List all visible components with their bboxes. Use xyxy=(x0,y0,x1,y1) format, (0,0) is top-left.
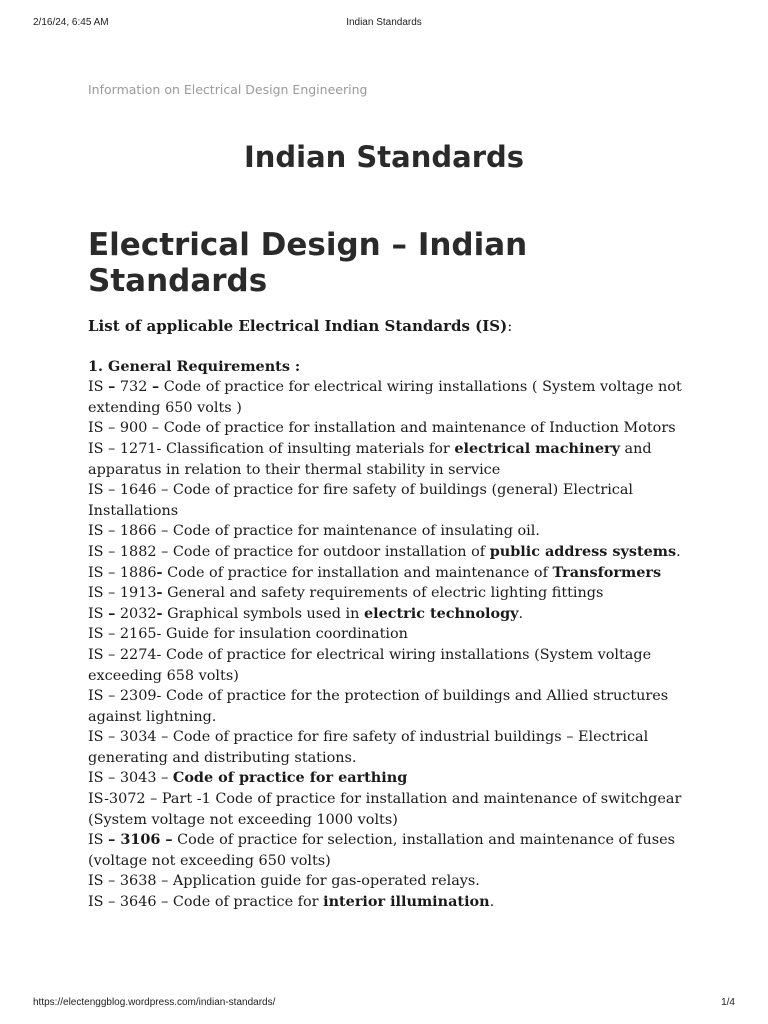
standard-item-text: IS – 2274- Code of practice for electrical wiring installations (System voltage exceeding 658 volts) xyxy=(88,646,652,684)
standard-item-bold-text: - xyxy=(156,563,163,581)
standard-item-text: IS – 3638 – Application guide for gas-operated relays. xyxy=(88,873,480,890)
standard-item xyxy=(88,624,698,645)
standard-item-text: Code of practice for installation and maintenance of xyxy=(162,564,553,581)
standard-item-text: Graphical symbols used in xyxy=(162,605,364,622)
standard-item xyxy=(88,789,698,830)
standard-item xyxy=(88,768,698,789)
section-heading: 1. General Requirements : xyxy=(88,357,301,375)
standard-item-bold-text: public address systems xyxy=(489,542,677,560)
standard-item-text: IS – 1882 – Code of practice for outdoor installation of xyxy=(88,543,490,560)
standards-intro-text: List of applicable Electrical Indian Standards (IS) xyxy=(88,317,508,335)
print-page-number: 1/4 xyxy=(721,997,735,1008)
standard-item xyxy=(88,892,698,913)
standard-item-text: IS – 900 – Code of practice for installation and maintenance of Induction Motors xyxy=(88,420,676,437)
standard-item-text: IS-3072 – Part -1 Code of practice for installation and maintenance of switchgear (System voltage not exceeding 1000 volts) xyxy=(88,791,682,828)
print-doc-title: Indian Standards xyxy=(346,17,422,28)
standard-item-text: IS – 1913 xyxy=(88,585,157,602)
standard-item-bold-text: – xyxy=(108,604,116,622)
standard-item-text: General and safety requirements of electric lighting fittings xyxy=(162,585,604,602)
standard-item xyxy=(88,686,698,727)
standard-item-text: IS – 1866 – Code of practice for maintenance of insulating oil. xyxy=(88,523,540,540)
standard-item-text: IS – 1886 xyxy=(88,564,157,581)
standard-item-bold-text: – 3106 – xyxy=(108,831,173,849)
standard-item-text: Code of practice for selection, installation and maintenance of fuses (voltage not exceeding 650 volts) xyxy=(88,832,676,869)
standard-item-bold-text: Code of practice for earthing xyxy=(172,769,408,787)
standard-item-text: . xyxy=(489,894,495,911)
standard-item xyxy=(88,563,698,584)
standards-intro xyxy=(88,316,698,337)
standard-item-text: Code of practice for electrical wiring installations ( System voltage not extending 650 volts ) xyxy=(88,379,682,416)
standard-item-text: 2032 xyxy=(115,605,157,622)
standard-item xyxy=(88,583,698,604)
standard-item-bold-text: - xyxy=(156,604,163,622)
standard-item xyxy=(88,377,698,418)
blog-name-link[interactable]: Information on Electrical Design Engineering xyxy=(88,82,368,97)
standard-item-text: 732 xyxy=(115,379,152,396)
standard-item xyxy=(88,604,698,625)
post-content xyxy=(88,316,698,913)
standard-item xyxy=(88,871,698,892)
standard-item-text: IS – 3646 – Code of practice for xyxy=(88,894,324,911)
standards-intro-colon: : xyxy=(507,317,513,335)
standard-item xyxy=(88,418,698,439)
standards-list xyxy=(88,377,698,912)
standard-item-bold-text: – xyxy=(108,378,116,396)
standard-item-text: IS – 1271- Classification of insulting materials for xyxy=(88,440,455,457)
standard-item-text: IS – 2165- Guide for insulation coordination xyxy=(88,626,408,643)
standard-item-text: IS – 3043 – xyxy=(88,770,173,787)
standard-item-bold-text: electric technology xyxy=(363,604,519,622)
print-datetime: 2/16/24, 6:45 AM xyxy=(33,17,109,28)
print-url: https://electenggblog.wordpress.com/indian-standards/ xyxy=(33,997,276,1008)
standard-item-bold-text: Transformers xyxy=(552,563,662,581)
standard-item-bold-text: interior illumination xyxy=(323,893,490,911)
print-header xyxy=(0,17,768,31)
standard-item xyxy=(88,439,698,480)
standard-item-bold-text: – xyxy=(151,378,160,396)
standard-item xyxy=(88,727,698,768)
standard-item-text: and apparatus in relation to their thermal stability in service xyxy=(88,440,652,478)
standard-item-text: . xyxy=(676,543,681,560)
standard-item-text: IS – 2309- Code of practice for the protection of buildings and Allied structures against lightning. xyxy=(88,688,669,725)
post-title: Electrical Design – Indian Standards xyxy=(88,227,528,299)
standard-item-text: IS xyxy=(88,379,109,396)
standard-item-bold-text: electrical machinery xyxy=(454,439,620,457)
standard-item-text: IS xyxy=(88,605,109,622)
print-footer xyxy=(0,997,768,1011)
standard-item xyxy=(88,830,698,871)
standard-item xyxy=(88,480,698,521)
standard-item-text: IS – 1646 – Code of practice for fire safety of buildings (general) Electrical Installations xyxy=(88,482,634,519)
standard-item-bold-text: - xyxy=(156,584,163,602)
standard-item xyxy=(88,542,698,563)
standard-item-text: IS – 3034 – Code of practice for fire safety of industrial buildings – Electrical generating and distributing stations. xyxy=(88,729,649,766)
standard-item xyxy=(88,521,698,542)
page-title: Indian Standards xyxy=(243,140,525,174)
standard-item-text: . xyxy=(518,605,524,622)
standard-item-text: IS xyxy=(88,832,109,849)
standard-item xyxy=(88,645,698,686)
